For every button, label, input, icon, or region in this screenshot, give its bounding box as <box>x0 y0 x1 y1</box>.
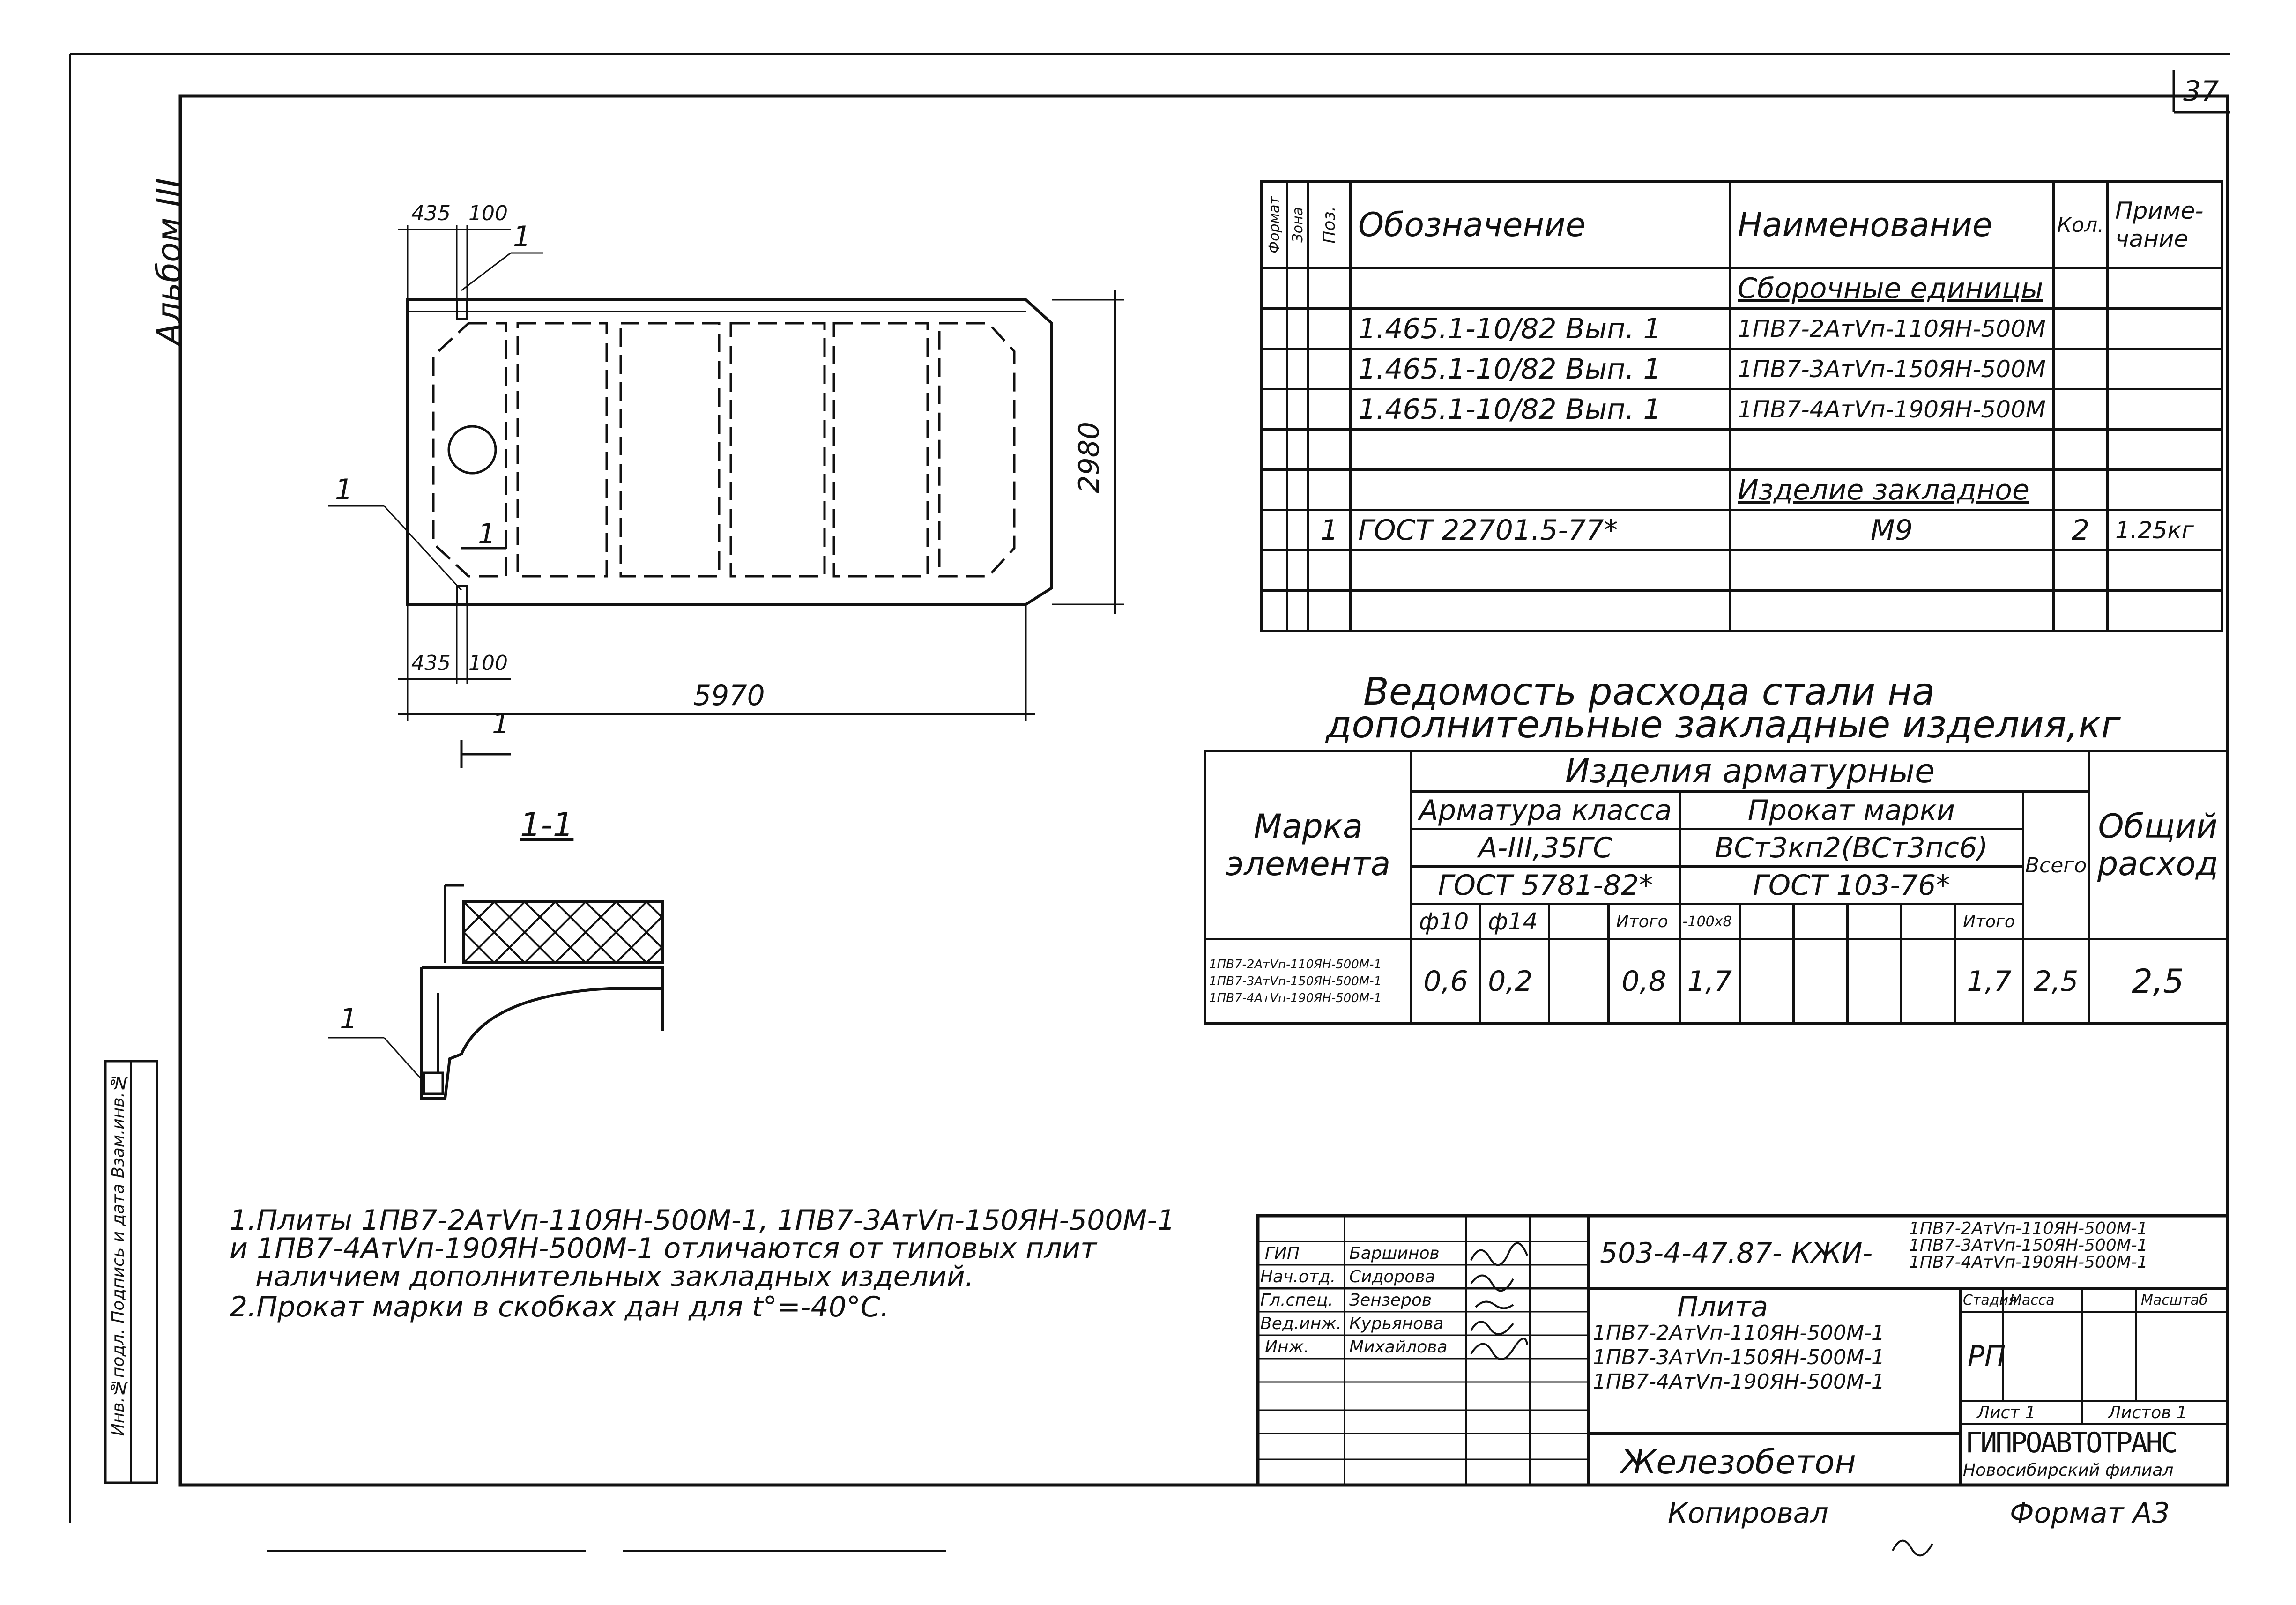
dim-bottom-100: 100 <box>468 651 508 675</box>
sheet-label: Лист 1 <box>1977 1403 2036 1422</box>
spec-cell: 1ПВ7-2АтVп-110ЯН-500М <box>1730 309 2054 349</box>
spec-h-zone: Зона <box>1289 207 1306 243</box>
spec-h-designation: Обозначение <box>1351 182 1730 268</box>
object-mark: 1ПВ7-3АтVп-150ЯН-500М-1 <box>1593 1345 1885 1369</box>
section-mark: 1 <box>492 707 510 740</box>
side-stamp: Инв.№подл. Подпись и дата Взам.инв.№ <box>109 1073 128 1436</box>
steel-val-overall: 2,5 <box>2089 939 2227 1024</box>
spec-cell: Сборочные единицы <box>1730 268 2054 309</box>
steel-rolled-gost: ГОСТ 103-76* <box>1679 867 2023 904</box>
steel-sub-itogo2: Итого <box>1955 904 2023 939</box>
callout-1a: 1 <box>513 220 531 253</box>
object-mark: 1ПВ7-4АтVп-190ЯН-500М-1 <box>1593 1370 1885 1394</box>
page-number: 37 <box>2183 75 2219 108</box>
code-mark: 1ПВ7-3АтVп-150ЯН-500М-1 <box>1909 1236 2148 1255</box>
staff-name: Зензеров <box>1349 1291 1432 1310</box>
staff-role: Вед.инж. <box>1260 1314 1342 1333</box>
steel-title-2: дополнительные закладные изделия,кг <box>1326 703 2121 746</box>
steel-val-total: 2,5 <box>2023 939 2089 1024</box>
steel-h-armature: Арматура класса <box>1412 792 1680 829</box>
spec-h-note: Приме-чание <box>2108 182 2222 268</box>
steel-val-itogo1: 0,8 <box>1608 939 1679 1024</box>
org-branch: Новосибирский филиал <box>1963 1461 2174 1480</box>
dim-bottom-435: 435 <box>411 651 451 675</box>
spec-cell: 1ПВ7-3АтVп-150ЯН-500М <box>1730 349 2054 389</box>
steel-h-mark: Марка элемента <box>1205 751 1412 939</box>
material: Железобетон <box>1621 1443 1856 1481</box>
org-name: ГИПРОАВТОТРАНС <box>1965 1427 2176 1459</box>
spec-cell: М9 <box>1730 510 2054 550</box>
spec-h-name: Наименование <box>1730 182 2054 268</box>
steel-sub-d10: ф10 <box>1412 904 1480 939</box>
steel-val-100x8: 1,7 <box>1679 939 1739 1024</box>
steel-sub-100x8: -100х8 <box>1679 904 1739 939</box>
note-line-3: наличием дополнительных закладных изделий. <box>255 1260 974 1293</box>
copied-label: Копировал <box>1668 1497 1828 1530</box>
staff-role: Нач.отд. <box>1260 1267 1336 1286</box>
spec-cell: 1.465.1-10/82 Вып. 1 <box>1351 389 1730 430</box>
section-title: 1-1 <box>520 806 574 844</box>
callout-1c: 1 <box>478 518 496 550</box>
code-mark: 1ПВ7-2АтVп-110ЯН-500М-1 <box>1909 1219 2148 1238</box>
code-mark: 1ПВ7-4АтVп-190ЯН-500М-1 <box>1909 1253 2148 1272</box>
doc-code: 503-4-47.87- КЖИ- <box>1600 1237 1873 1270</box>
staff-name: Баршинов <box>1349 1244 1440 1263</box>
steel-row-mark: 1ПВ7-2АтVп-110ЯН-500М-1 <box>1209 957 1382 972</box>
stage-label: Стадия <box>1963 1292 2017 1308</box>
album-label: Альбом III <box>150 178 188 345</box>
steel-armature-grade: A-III,35ГС <box>1412 829 1680 867</box>
spec-cell: Изделие закладное <box>1730 470 2054 510</box>
sheets-label: Листов 1 <box>2108 1403 2187 1422</box>
dim-top-435: 435 <box>411 201 451 225</box>
staff-name: Михайлова <box>1349 1338 1448 1357</box>
steel-val-d10: 0,6 <box>1412 939 1480 1024</box>
staff-role: ГИП <box>1265 1244 1300 1263</box>
format-label: Формат А3 <box>2010 1497 2170 1530</box>
scale-label: Масштаб <box>2141 1292 2208 1308</box>
steel-val-itogo2: 1,7 <box>1955 939 2023 1024</box>
staff-name: Сидорова <box>1349 1267 1435 1286</box>
object-title: Плита <box>1677 1291 1768 1323</box>
dim-top-100: 100 <box>468 201 508 225</box>
spec-h-format: Формат <box>1266 196 1283 253</box>
spec-cell: 2 <box>2054 510 2108 550</box>
stage-value: РП <box>1968 1340 2006 1373</box>
steel-sub-itogo1: Итого <box>1608 904 1679 939</box>
steel-rolled-grade: ВСт3кп2(ВСт3пс6) <box>1679 829 2023 867</box>
dim-length: 5970 <box>693 679 765 712</box>
section-callout: 1 <box>340 1003 358 1035</box>
steel-armature-gost: ГОСТ 5781-82* <box>1412 867 1680 904</box>
steel-h-overall: Общий расход <box>2089 751 2227 939</box>
dim-width: 2980 <box>1073 422 1106 493</box>
spec-cell: 1 <box>1308 510 1351 550</box>
spec-cell: ГОСТ 22701.5-77* <box>1351 510 1730 550</box>
steel-h-rolled: Прокат марки <box>1679 792 2023 829</box>
spec-h-qty: Кол. <box>2054 182 2108 268</box>
steel-title-1: Ведомость расхода стали на <box>1363 670 1935 713</box>
steel-row-mark: 1ПВ7-3АтVп-150ЯН-500М-1 <box>1209 974 1382 988</box>
spec-cell: 1ПВ7-4АтVп-190ЯН-500М <box>1730 389 2054 430</box>
object-marks <box>1593 1321 1885 1394</box>
note-line-2: и 1ПВ7-4АтVп-190ЯН-500М-1 отличаются от типовых плит <box>230 1232 1097 1265</box>
object-mark: 1ПВ7-2АтVп-110ЯН-500М-1 <box>1593 1321 1885 1345</box>
steel-val-d14: 0,2 <box>1480 939 1549 1024</box>
steel-sub-d14: ф14 <box>1480 904 1549 939</box>
spec-cell: 1.465.1-10/82 Вып. 1 <box>1351 309 1730 349</box>
note-line-1: 1.Плиты 1ПВ7-2АтVп-110ЯН-500М-1, 1ПВ7-3АтVп-150ЯН-500М-1 <box>230 1204 1175 1237</box>
steel-h-products: Изделия арматурные <box>1412 751 2089 792</box>
steel-h-total: Всего <box>2023 792 2089 939</box>
doc-code-marks <box>1909 1220 2148 1271</box>
staff-name: Курьянова <box>1349 1314 1444 1333</box>
mass-label: Масса <box>2010 1292 2055 1308</box>
staff-role: Инж. <box>1265 1338 1309 1357</box>
spec-cell: 1.25кг <box>2108 510 2222 550</box>
spec-cell: 1.465.1-10/82 Вып. 1 <box>1351 349 1730 389</box>
staff-role: Гл.спец. <box>1260 1291 1333 1310</box>
note-line-4: 2.Прокат марки в скобках дан для t°=-40°С. <box>230 1291 889 1323</box>
steel-row-mark: 1ПВ7-4АтVп-190ЯН-500М-1 <box>1209 991 1382 1005</box>
spec-h-pos: Поз. <box>1320 206 1339 244</box>
callout-1b: 1 <box>335 473 353 506</box>
